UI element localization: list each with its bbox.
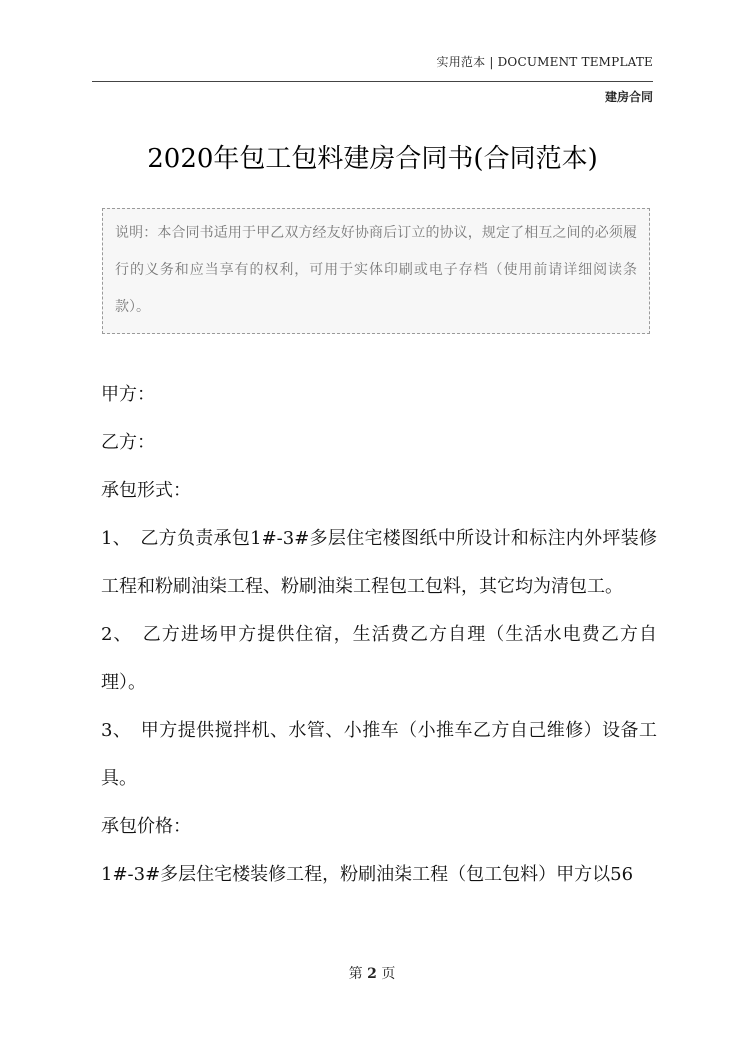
page-number: 2	[367, 966, 377, 982]
price-heading: 承包价格：	[101, 816, 191, 837]
header-template-label: 实用范本 | DOCUMENT TEMPLATE	[436, 55, 653, 69]
contract-form-heading: 承包形式：	[101, 480, 191, 501]
header-divider	[92, 81, 653, 82]
header-category-label: 建房合同	[604, 90, 653, 104]
party-a-line: 甲方：	[101, 384, 155, 405]
page-number-footer	[0, 963, 744, 983]
page-prefix: 第	[348, 966, 363, 982]
document-title: 2020年包工包料建房合同书(合同范本)	[147, 144, 598, 174]
page-suffix: 页	[381, 966, 396, 982]
price-text: 1#-3#多层住宅楼装修工程，粉刷油柒工程（包工包料）甲方以56	[101, 864, 634, 885]
description-note-text: 说明：本合同书适用于甲乙双方经友好协商后订立的协议，规定了相互之间的必须履行的义务和应当享有的权利，可用于实体印刷或电子存档（使用前请详细阅读条款）。	[115, 225, 637, 315]
party-b-line: 乙方：	[101, 432, 155, 453]
contract-body	[101, 371, 657, 899]
clause-item-1: 1、 乙方负责承包1#-3#多层住宅楼图纸中所设计和标注内外坪装修工程和粉刷油柒工程、粉刷油柒工程包工包料，其它均为清包工。	[101, 528, 657, 597]
clause-item-2: 2、 乙方进场甲方提供住宿，生活费乙方自理（生活水电费乙方自理）。	[101, 624, 657, 693]
clause-item-3: 3、 甲方提供搅拌机、水管、小推车（小推车乙方自己维修）设备工具。	[101, 720, 657, 789]
description-note-box	[102, 208, 650, 334]
